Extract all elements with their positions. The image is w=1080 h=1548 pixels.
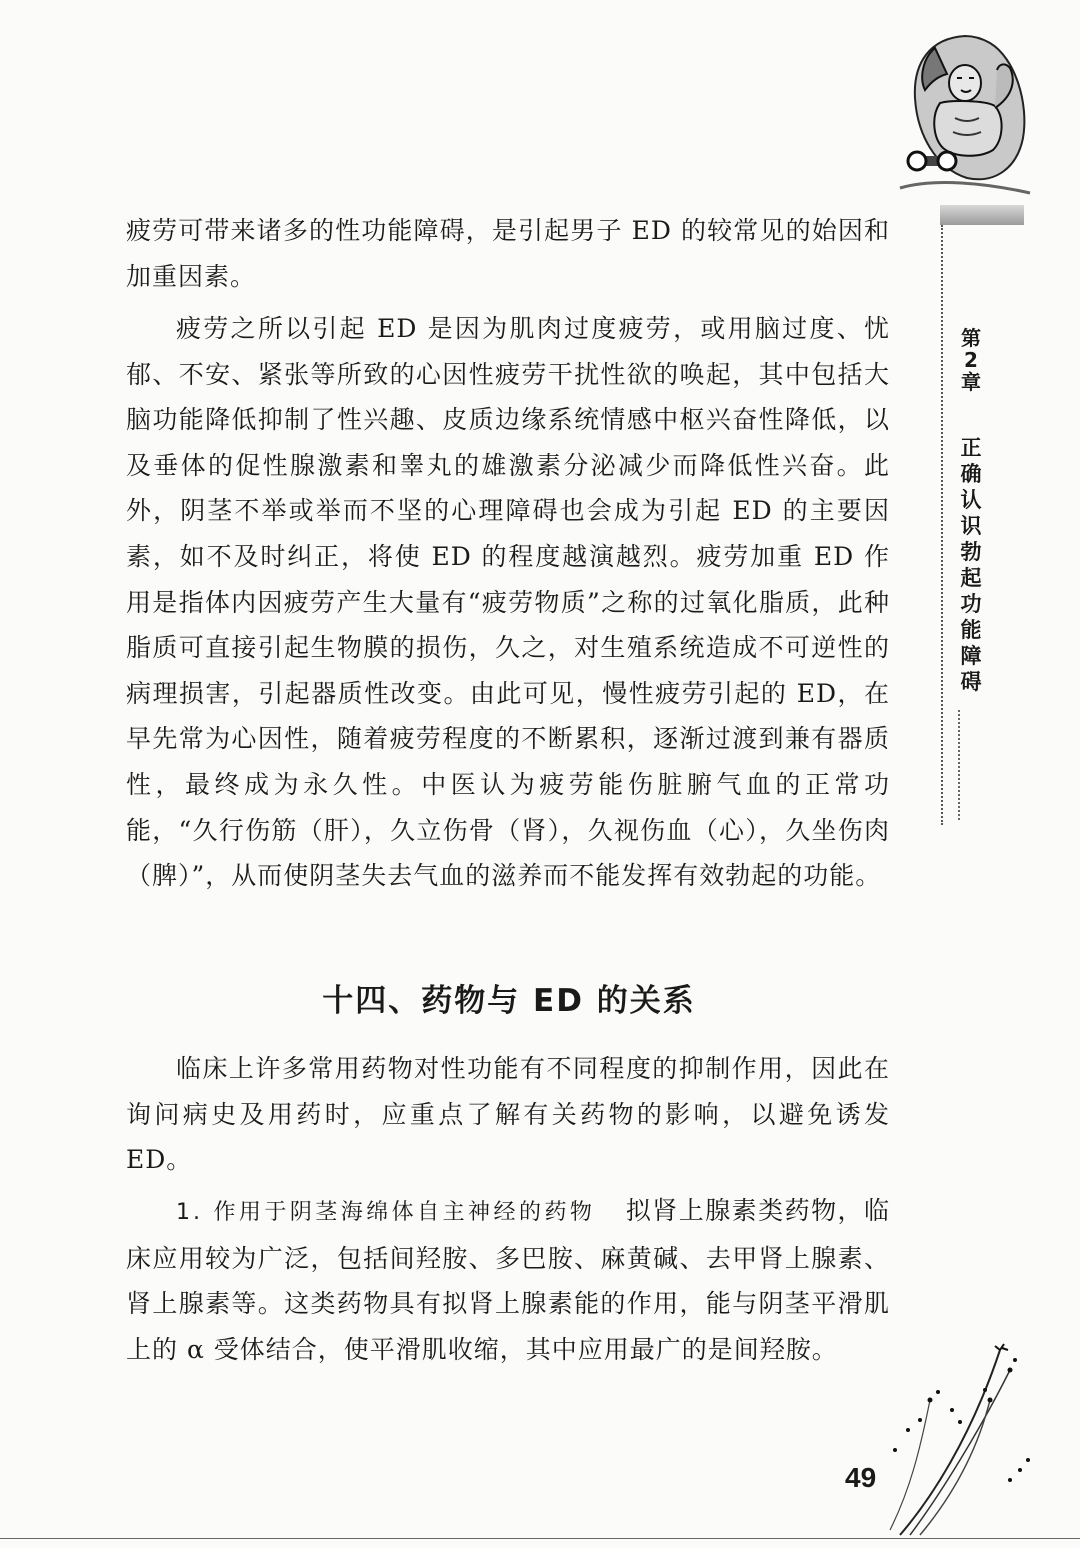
paragraph-fatigue-text: 疲劳之所以引起 ED 是因为肌肉过度疲劳，或用脑过度、忧郁、不安、紧张等所致的心因性疲劳干扰性欲的唤起，其中包括大脑功能降低抑制了性兴趣、皮质边缘系统情感中枢兴奋性降低，以及垂体的促性腺激素和睾丸的雄激素分泌减少而降低性兴奋。此外，阴茎不举或举而不坚的心理障碍也会成为引起 ED 的主要因素，如不及时纠正，将使 ED 的程度越演越烈。疲劳加重 ED 作用是指体内因疲劳产生大量有“疲劳物质”之称的过氧化脂质，此种脂质可直接引起生物膜的损伤，久之，对生殖系统造成不可逆性的病理损害，引起器质性改变。由此可见，慢性疲劳引起的 ED，在早先常为心因性，随着疲劳程度的不断累积，逐渐过渡到兼有器质性，最终成为永久性。中医认为疲劳能伤脏腑气血的正常功能，“久行伤筋（肝），久立伤骨（肾），久视伤血（心），久坐伤肉（脾）”，从而使阴茎失去气血的滋养而不能发挥有效勃起的功能。 bbox=[126, 314, 890, 891]
paragraph-intro bbox=[126, 208, 890, 299]
chapter-sidebar bbox=[940, 205, 1024, 825]
bottom-rule bbox=[0, 1538, 1080, 1539]
section-heading: 十四、药物与 ED 的关系 bbox=[322, 983, 696, 1019]
paragraph-drug-text: 拟肾上腺素类药物，临床应用较为广泛，包括间羟胺、多巴胺、麻黄碱、去甲肾上腺素、肾上腺素等。这类药物具有拟肾上腺素能的作用，能与阴茎平滑肌上的 α 受体结合，使平滑肌收缩，其中应用最广的是间羟胺。 bbox=[126, 1196, 890, 1364]
sidebar-dotted-rule bbox=[941, 225, 943, 825]
muscleman-dumbbell-icon bbox=[895, 28, 1035, 198]
flower-sprig-icon bbox=[860, 1330, 1040, 1540]
sidebar-dotted-rule-short bbox=[958, 710, 960, 820]
paragraph-drug bbox=[126, 1188, 890, 1372]
paragraph-fatigue bbox=[126, 306, 890, 899]
page-number: 49 bbox=[845, 1462, 877, 1493]
sidebar-band bbox=[940, 205, 1024, 225]
paragraph-drug-wrapper bbox=[126, 1188, 890, 1372]
paragraph-clinical bbox=[126, 1046, 890, 1183]
chapter-label: 第2章 bbox=[961, 326, 981, 394]
paragraph-clinical-text: 临床上许多常用药物对性功能有不同程度的抑制作用，因此在询问病史及用药时，应重点了解有关药物的影响，以避免诱发 ED。 bbox=[126, 1054, 890, 1175]
chapter-title: 正确认识勃起功能障碍 bbox=[960, 436, 982, 694]
paragraph-intro-text: 疲劳可带来诸多的性功能障碍，是引起男子 ED 的较常见的始因和加重因素。 bbox=[126, 216, 890, 291]
drug-subheading: 1. 作用于阴茎海绵体自主神经的药物 bbox=[176, 1200, 596, 1225]
